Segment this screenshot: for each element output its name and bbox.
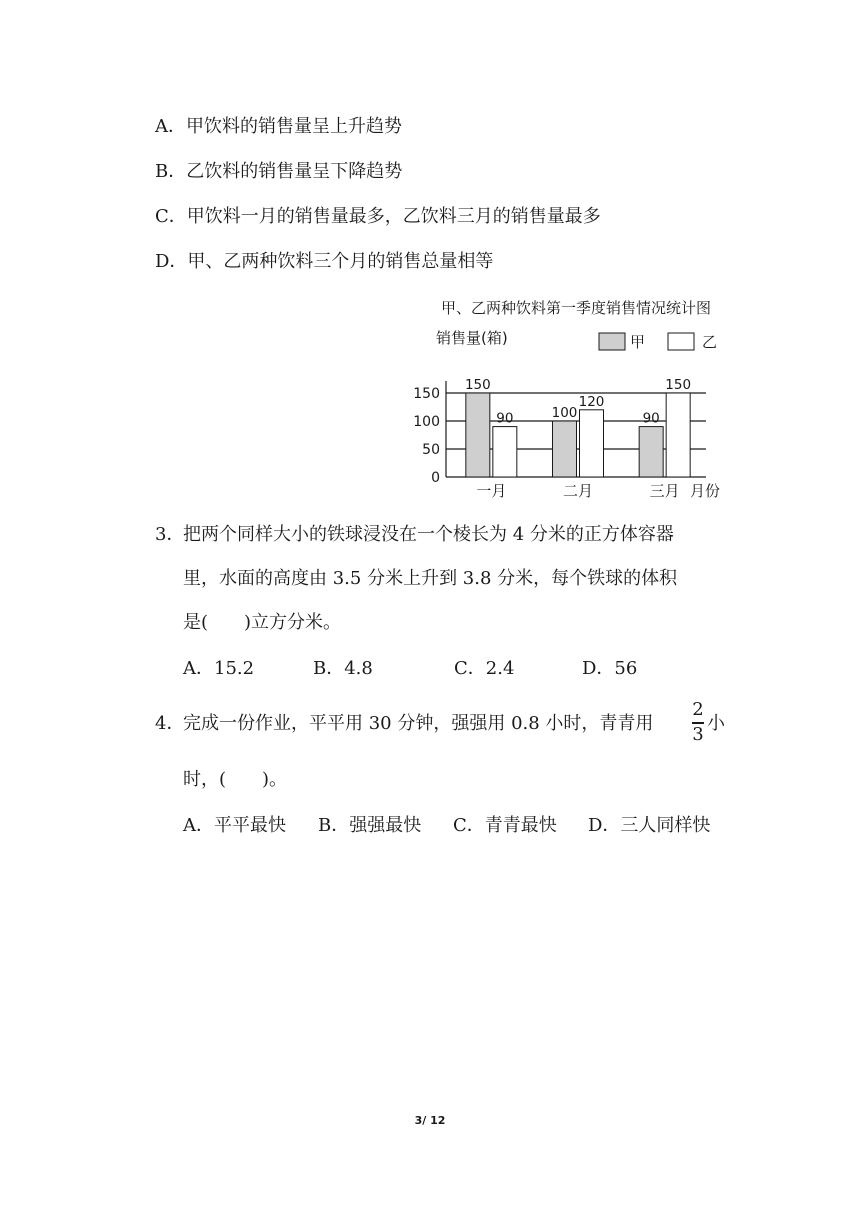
y-tick-label: 0 — [431, 470, 440, 486]
bar-value-label: 150 — [665, 377, 692, 393]
bar-value-label: 90 — [496, 410, 514, 427]
x-tick-label: 一月 — [476, 482, 507, 500]
y-tick-label: 150 — [413, 386, 440, 402]
y-axis-label: 销售量(箱) — [436, 329, 508, 347]
fraction-denominator: 3 — [692, 724, 704, 745]
q2-option-a: A．甲饮料的销售量呈上升趋势 — [155, 116, 402, 137]
q4-line-1-tail: 小 — [707, 713, 725, 734]
legend-label-jia: 甲 — [630, 333, 646, 351]
q3-line-3: 是( )立方分米。 — [183, 612, 342, 633]
q2-option-d: D．甲、乙两种饮料三个月的销售总量相等 — [155, 251, 494, 272]
q3-option-a: A．15.2 — [183, 658, 255, 679]
q3-line-1: 把两个同样大小的铁球浸没在一个棱长为 4 分米的正方体容器 — [183, 524, 674, 545]
page-number: 3/ 12 — [414, 1114, 446, 1127]
q4-number: 4． — [155, 713, 185, 734]
bar-value-label: 150 — [464, 377, 491, 393]
q4-line-2: 时，( )。 — [183, 769, 288, 790]
x-axis-label: 月份 — [690, 482, 721, 500]
x-tick-label: 二月 — [562, 482, 594, 500]
bar-jia-1 — [466, 393, 490, 477]
q3-number: 3． — [155, 524, 185, 545]
bar-value-label: 100 — [551, 405, 578, 421]
bar-yi-3 — [666, 393, 690, 477]
bar-yi-2 — [580, 410, 604, 477]
bar-jia-2 — [553, 421, 577, 477]
sales-bar-chart — [0, 0, 860, 520]
q4-option-a: A．平平最快 — [183, 815, 286, 836]
x-tick-label: 三月 — [649, 482, 680, 500]
q3-line-2: 里，水面的高度由 3.5 分米上升到 3.8 分米，每个铁球的体积 — [183, 568, 678, 589]
y-tick-label: 100 — [413, 414, 440, 430]
q2-option-c: C．甲饮料一月的销售量最多，乙饮料三月的销售量最多 — [155, 206, 601, 227]
q3-option-b: B．4.8 — [313, 658, 373, 679]
q4-option-c: C．青青最快 — [453, 815, 557, 836]
q3-option-c: C．2.4 — [454, 658, 515, 679]
y-tick-label: 50 — [422, 442, 440, 458]
chart-title: 甲、乙两种饮料第一季度销售情况统计图 — [440, 299, 712, 317]
q2-option-b: B．乙饮料的销售量呈下降趋势 — [155, 161, 403, 182]
q4-line-1: 完成一份作业，平平用 30 分钟，强强用 0.8 小时，青青用 — [183, 713, 654, 734]
q4-option-d: D．三人同样快 — [588, 815, 711, 836]
legend-label-yi: 乙 — [702, 333, 718, 351]
fraction-numerator: 2 — [692, 699, 704, 720]
bar-jia-3 — [639, 427, 663, 477]
legend-swatch-jia — [599, 333, 625, 350]
q4-option-b: B．强强最快 — [318, 815, 422, 836]
q3-option-d: D．56 — [582, 658, 638, 679]
legend-swatch-yi — [668, 333, 694, 350]
bar-value-label: 90 — [642, 410, 660, 427]
bar-value-label: 120 — [578, 393, 605, 410]
bar-yi-1 — [493, 427, 517, 477]
